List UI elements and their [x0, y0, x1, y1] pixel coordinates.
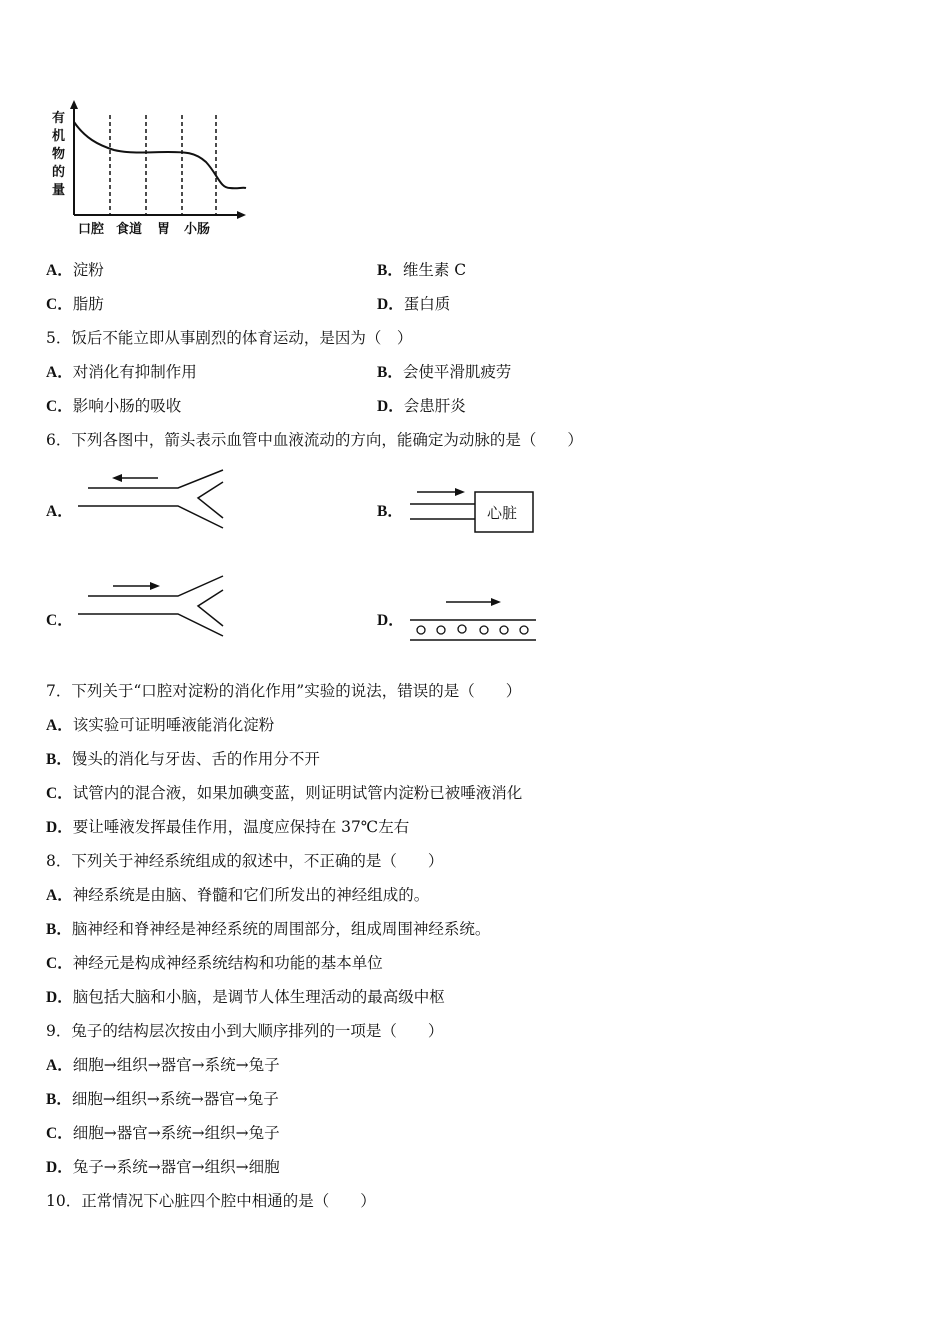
q6-option-b-letter: B． — [377, 503, 403, 520]
q4-option-c — [46, 294, 104, 315]
graph-curve — [74, 122, 246, 188]
option-letter: D． — [46, 819, 73, 836]
q8-option-b — [46, 919, 490, 940]
option-letter: A． — [46, 717, 73, 734]
option-text: 试管内的混合液，如果加碘变蓝，则证明试管内淀粉已被唾液消化 — [72, 784, 523, 802]
q9-option-a — [46, 1055, 280, 1076]
option-text: 细胞→组织→系统→器官→兔子 — [71, 1090, 279, 1108]
option-letter: D． — [377, 296, 404, 313]
q7-option-d — [46, 817, 409, 838]
option-text: 脑神经和脊神经是神经系统的周围部分，组成周围神经系统。 — [71, 920, 491, 938]
option-text: 维生素 C — [402, 261, 467, 279]
option-text: 会患肝炎 — [403, 397, 466, 415]
q9-stem: 9．兔子的结构层次按由小到大顺序排列的一项是（ ） — [46, 1022, 444, 1040]
option-letter: D． — [377, 398, 404, 415]
q9-option-c — [46, 1123, 280, 1144]
graph-xlabel: 小肠 — [184, 222, 211, 237]
digestion-graph — [40, 100, 300, 250]
graph-ylabel-char: 机 — [52, 129, 66, 144]
q10-stem: 10．正常情况下心脏四个腔中相通的是（ ） — [46, 1192, 376, 1210]
q4-option-b — [377, 260, 466, 281]
q9-option-b — [46, 1089, 279, 1110]
option-letter: C． — [46, 398, 73, 415]
q6-diagram-c — [78, 576, 238, 646]
graph-ylabel-char: 的 — [52, 165, 66, 180]
q5-stem: 5．饭后不能立即从事剧烈的体育运动，是因为（ ） — [46, 329, 413, 347]
q4-option-a — [46, 260, 104, 281]
option-text: 该实验可证明唾液能消化淀粉 — [72, 716, 275, 734]
q8-option-c — [46, 953, 383, 974]
option-letter: A． — [46, 1057, 73, 1074]
q9-option-d — [46, 1157, 280, 1178]
option-text: 神经系统是由脑、脊髓和它们所发出的神经组成的。 — [72, 886, 430, 904]
option-letter: C． — [46, 955, 73, 972]
graph-ylabel-char: 量 — [52, 183, 66, 198]
option-text: 淀粉 — [72, 261, 104, 279]
q6-option-a-letter: A． — [46, 503, 73, 520]
q4-option-d — [377, 294, 450, 315]
option-letter: D． — [46, 989, 73, 1006]
option-text: 兔子→系统→器官→组织→细胞 — [72, 1158, 280, 1176]
option-text: 馒头的消化与牙齿、舌的作用分不开 — [71, 750, 320, 768]
option-text: 细胞→器官→系统→组织→兔子 — [72, 1124, 280, 1142]
q5-option-a — [46, 362, 197, 383]
option-letter: C． — [46, 785, 73, 802]
option-text: 脑包括大脑和小脑，是调节人体生理活动的最高级中枢 — [72, 988, 445, 1006]
q8-option-d — [46, 987, 445, 1008]
option-text: 神经元是构成神经系统结构和功能的基本单位 — [72, 954, 383, 972]
q7-option-b — [46, 749, 320, 770]
graph-y-arrow — [70, 100, 78, 109]
graph-ylabel-char: 有 — [52, 111, 66, 126]
option-letter: D． — [46, 1159, 73, 1176]
graph-xlabel: 口腔 — [78, 222, 105, 237]
graph-x-arrow — [237, 211, 246, 219]
option-text: 蛋白质 — [403, 295, 451, 313]
q5-option-c — [46, 396, 181, 417]
option-letter: C． — [46, 1125, 73, 1142]
graph-xlabel: 胃 — [157, 222, 171, 237]
option-letter: B． — [377, 364, 403, 381]
option-text: 细胞→组织→器官→系统→兔子 — [72, 1056, 280, 1074]
q6-option-c-letter: C． — [46, 612, 73, 629]
option-text: 脂肪 — [72, 295, 104, 313]
option-letter: C． — [46, 296, 73, 313]
q7-option-a — [46, 715, 274, 736]
option-letter: A． — [46, 262, 73, 279]
option-text: 影响小肠的吸收 — [72, 397, 182, 415]
option-letter: A． — [46, 887, 73, 904]
option-text: 对消化有抑制作用 — [72, 363, 197, 381]
q5-option-d — [377, 396, 466, 417]
option-letter: B． — [46, 921, 72, 938]
graph-ylabel-char: 物 — [52, 147, 66, 162]
q5-option-b — [377, 362, 511, 383]
q7-option-c — [46, 783, 522, 804]
option-text: 要让唾液发挥最佳作用，温度应保持在 37℃左右 — [72, 818, 410, 836]
option-letter: B． — [46, 751, 72, 768]
heart-label: 心脏 — [487, 504, 518, 522]
graph-xlabel: 食道 — [116, 222, 143, 237]
q7-stem: 7．下列关于“口腔对淀粉的消化作用”实验的说法，错误的是（ ） — [46, 682, 522, 700]
q6-stem: 6．下列各图中，箭头表示血管中血液流动的方向，能确定为动脉的是（ ） — [46, 431, 583, 449]
q8-option-a — [46, 885, 429, 906]
q6-option-d-letter: D． — [377, 612, 404, 629]
q8-stem: 8．下列关于神经系统组成的叙述中，不正确的是（ ） — [46, 852, 444, 870]
option-letter: B． — [377, 262, 403, 279]
option-letter: A． — [46, 364, 73, 381]
option-letter: B． — [46, 1091, 72, 1108]
option-text: 会使平滑肌疲劳 — [402, 363, 512, 381]
q6-diagram-d — [408, 594, 548, 644]
q6-diagram-b — [405, 482, 545, 542]
q6-diagram-a — [78, 470, 238, 540]
